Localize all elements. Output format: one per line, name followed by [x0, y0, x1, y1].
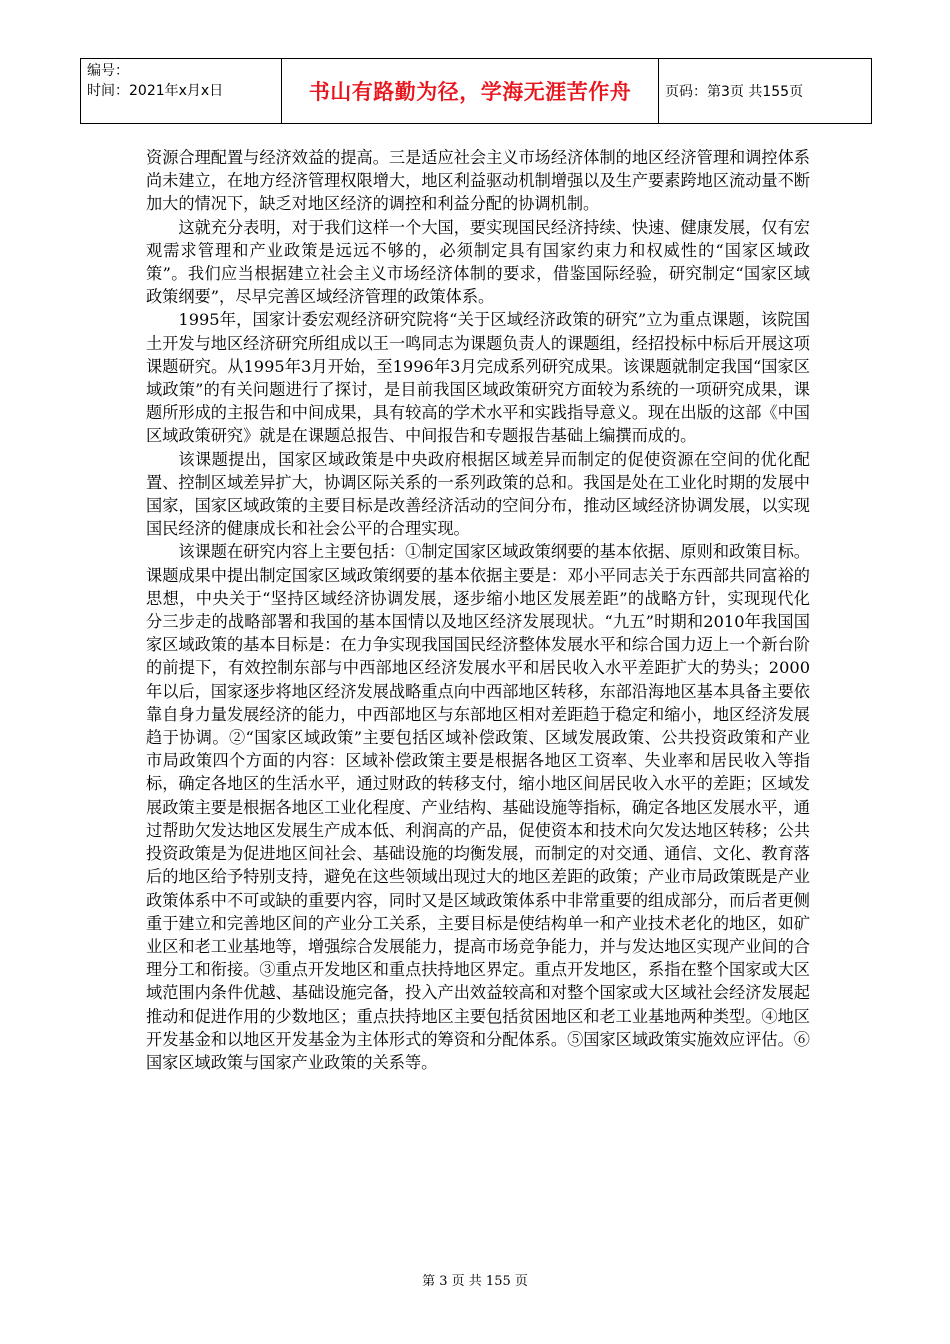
- header-page-info: 页码：第3页 共155页: [659, 59, 872, 124]
- header-motto: 书山有路勤为径，学海无涯苦作舟: [282, 59, 659, 124]
- document-body: [146, 146, 810, 1074]
- paragraph-2: 这就充分表明，对于我们这样一个大国，要实现国民经济持续、快速、健康发展，仅有宏观需求管理和产业政策是远远不够的，必须制定具有国家约束力和权威性的“国家区域政策”。我们应当根据建立社会主义市场经济体制的要求，借鉴国际经验，研究制定“国家区域政策纲要”，尽早完善区域经济管理的政策体系。: [146, 217, 810, 307]
- paragraph-1: 资源合理配置与经济效益的提高。三是适应社会主义市场经济体制的地区经济管理和调控体系尚未建立，在地方经济管理权限增大，地区利益驱动机制增强以及生产要素跨地区流动量不断加大的情况下，缺乏对地区经济的调控和利益分配的协调机制。: [146, 148, 810, 214]
- page-footer: 第 3 页 共 155 页: [422, 1274, 528, 1289]
- paragraph-4: 该课题提出，国家区域政策是中央政府根据区域差异而制定的促使资源在空间的优化配置、控制区域差异扩大，协调区际关系的一系列政策的总和。我国是处在工业化时期的发展中国家，国家区域政策的主要目标是改善经济活动的空间分布，推动区域经济协调发展，以实现国民经济的健康成长和社会公平的合理实现。: [146, 449, 810, 539]
- header-left-cell: [81, 59, 282, 124]
- header-table: [80, 58, 872, 124]
- document-number-label: 编号：: [87, 63, 129, 79]
- paragraph-3: 1995年，国家计委宏观经济研究院将“关于区域经济政策的研究”立为重点课题，该院国土开发与地区经济研究所组成以王一鸣同志为课题负责人的课题组，经招投标中标后开展这项课题研究。从1995年3月开始，至1996年3月完成系列研究成果。该课题就制定我国“国家区域政策”的有关问题进行了探讨，是目前我国区域政策研究方面较为系统的一项研究成果，课题所形成的主报告和中间成果，具有较高的学术水平和实践指导意义。现在出版的这部《中国区域政策研究》就是在课题总报告、中间报告和专题报告基础上编撰而成的。: [146, 310, 810, 446]
- document-date: 时间：2021年x月x日: [87, 83, 224, 99]
- paragraph-5: 该课题在研究内容上主要包括：①制定国家区域政策纲要的基本依据、原则和政策目标。课题成果中提出制定国家区域政策纲要的基本依据主要是：邓小平同志关于东西部共同富裕的思想，中央关于“坚持区域经济协调发展，逐步缩小地区发展差距”的战略方针，实现现代化分三步走的战略部署和我国的基本国情以及地区经济发展现状。“九五”时期和2010年我国国家区域政策的基本目标是：在力争实现我国国民经济整体发展水平和综合国力迈上一个新台阶的前提下，有效控制东部与中西部地区经济发展水平和居民收入水平差距扩大的势头；2000年以后，国家逐步将地区经济发展战略重点向中西部地区转移，东部沿海地区基本具备主要依靠自身力量发展经济的能力，中西部地区与东部地区相对差距趋于稳定和缩小，地区经济发展趋于协调。②“国家区域政策”主要包括区域补偿政策、区域发展政策、公共投资政策和产业市局政策四个方面的内容：区域补偿政策主要是根据各地区工资率、失业率和居民收入等指标，确定各地区的生活水平，通过财政的转移支付，缩小地区间居民收入水平的差距；区域发展政策主要是根据各地区工业化程度、产业结构、基础设施等指标，确定各地区发展水平，通过帮助欠发达地区发展生产成本低、利润高的产品，促使资本和技术向欠发达地区转移；公共投资政策是为促进地区间社会、基础设施的均衡发展，而制定的对交通、通信、文化、教育落后的地区给予特别支持，避免在这些领域出现过大的地区差距的政策；产业市局政策既是产业政策体系中不可或缺的重要内容，同时又是区域政策体系中非常重要的组成部分，而后者更侧重于建立和完善地区间的产业分工关系，主要目标是使结构单一和产业技术老化的地区，如矿业区和老工业基地等，增强综合发展能力，提高市场竞争能力，并与发达地区实现产业间的合理分工和衔接。③重点开发地区和重点扶持地区界定。重点开发地区，系指在整个国家或大区域范围内条件优越、基础设施完备，投入产出效益较高和对整个国家或大区域社会经济发展起推动和促进作用的少数地区；重点扶持地区主要包括贫困地区和老工业基地两种类型。④地区开发基金和以地区开发基金为主体形式的筹资和分配体系。⑤国家区域政策实施效应评估。⑥国家区域政策与国家产业政策的关系等。: [146, 542, 810, 1072]
